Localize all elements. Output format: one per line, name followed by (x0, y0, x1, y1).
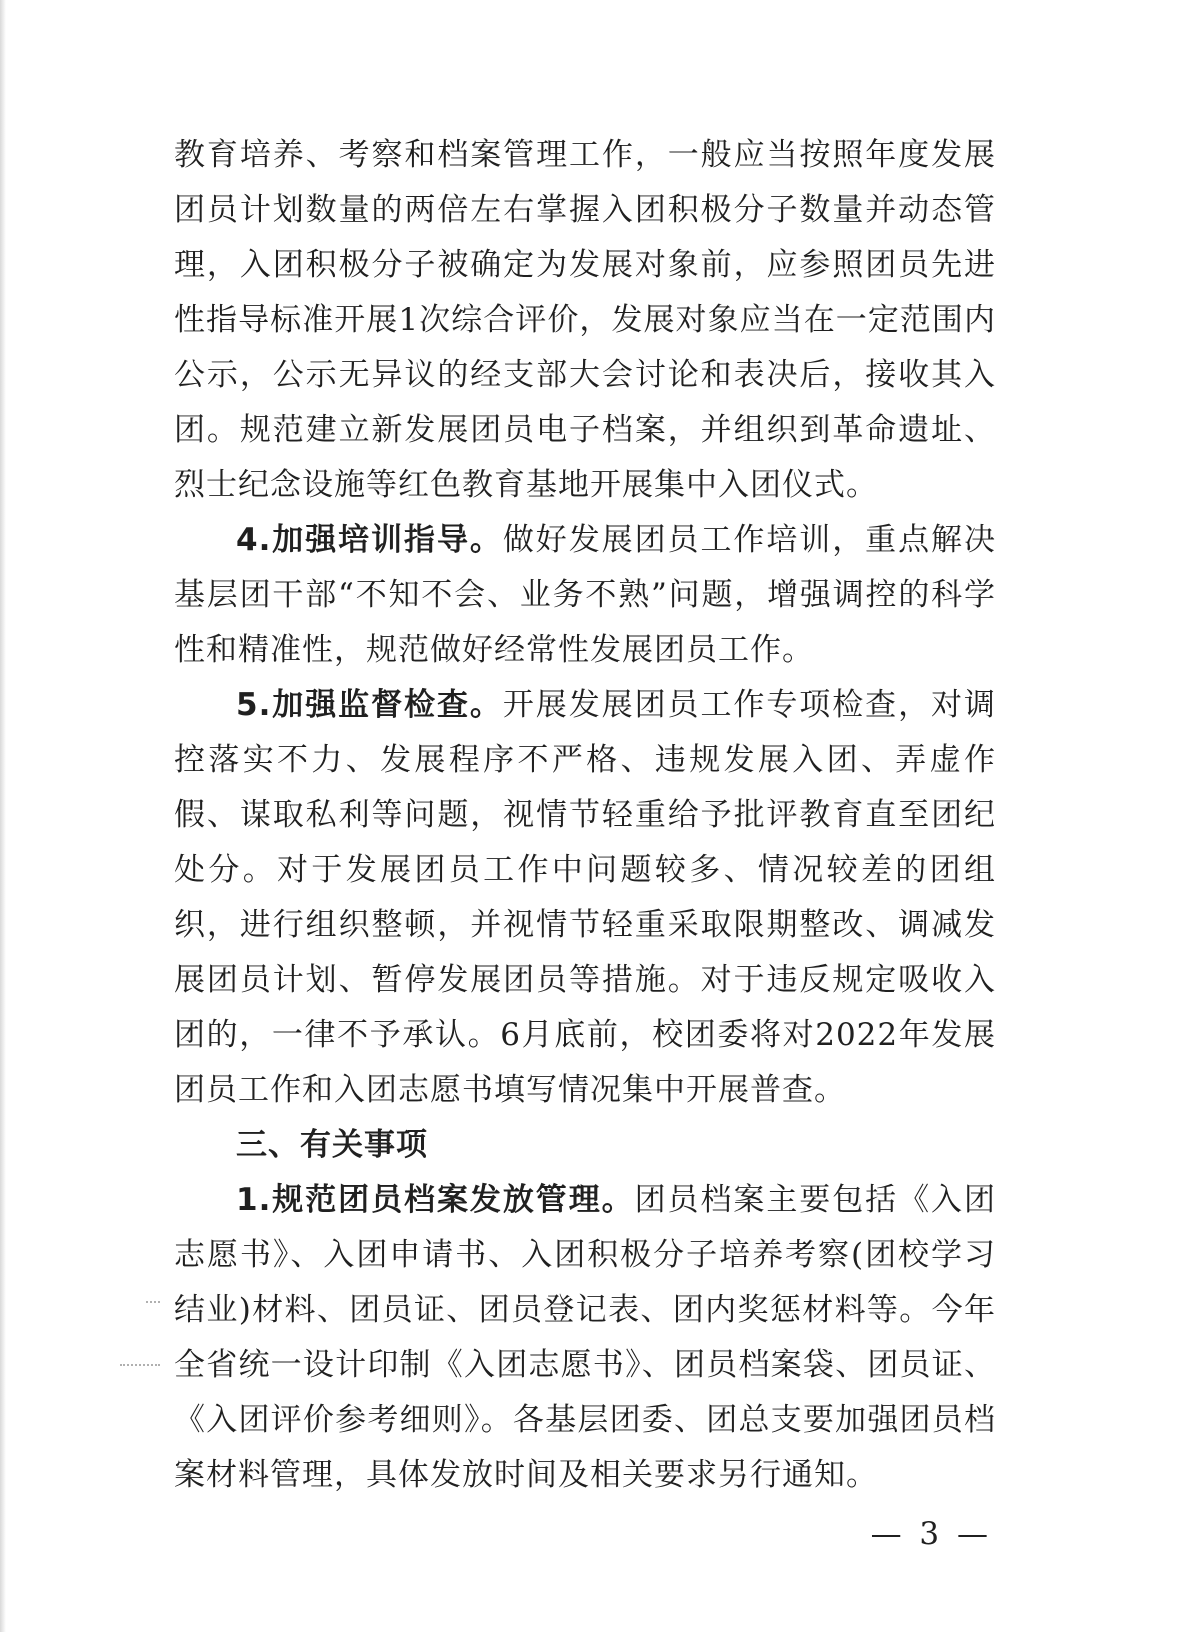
page-number: — 3 — (870, 1516, 992, 1552)
scan-artifact-mark (146, 1301, 160, 1304)
scan-edge-shadow (0, 0, 6, 1632)
paragraph-text: 开展发展团员工作专项检查，对调控落实不力、发展程序不严格、违规发展入团、弄虚作假、谋取私利等问题，视情节轻重给予批评教育直至团纪处分。对于发展团员工作中问题较多、情况较差的团组织，进行组织整顿，并视情节轻重采取限期整改、调减发展团员计划、暂停发展团员等措施。对于违反规定吸收入团的，一律不予承认。6月底前，校团委将对2022年发展团员工作和入团志愿书填写情况集中开展普查。 (174, 687, 996, 1108)
section-heading: 三、有关事项 (236, 1127, 428, 1163)
paragraph-archive-management (174, 1173, 996, 1503)
document-body (174, 128, 996, 1503)
paragraph-continuation: 教育培养、考察和档案管理工作，一般应当按照年度发展团员计划数量的两倍左右掌握入团积极分子数量并动态管理，入团积极分子被确定为发展对象前，应参照团员先进性指导标准开展1次综合评价，发展对象应当在一定范围内公示，公示无异议的经支部大会讨论和表决后，接收其入团。规范建立新发展团员电子档案，并组织到革命遗址、烈士纪念设施等红色教育基地开展集中入团仪式。 (174, 137, 996, 503)
paragraph-text: 做好发展团员工作培训，重点解决基层团干部“不知不会、业务不熟”问题，增强调控的科学性和精准性，规范做好经常性发展团员工作。 (174, 522, 996, 668)
paragraph-text: 团员档案主要包括《入团志愿书》、入团申请书、入团积极分子培养考察(团校学习结业)材料、团员证、团员登记表、团内奖惩材料等。今年全省统一设计印制《入团志愿书》、团员档案袋、团员证、《入团评价参考细则》。各基层团委、团总支要加强团员档案材料管理，具体发放时间及相关要求另行通知。 (174, 1182, 996, 1493)
paragraph-training-guidance (174, 513, 996, 678)
paragraph-title: 5.加强监督检查。 (236, 687, 503, 723)
paragraph-title: 4.加强培训指导。 (236, 522, 503, 558)
paragraph-supervision (174, 678, 996, 1118)
paragraph-title: 1.规范团员档案发放管理。 (236, 1182, 635, 1218)
scan-artifact-mark (120, 1364, 160, 1367)
